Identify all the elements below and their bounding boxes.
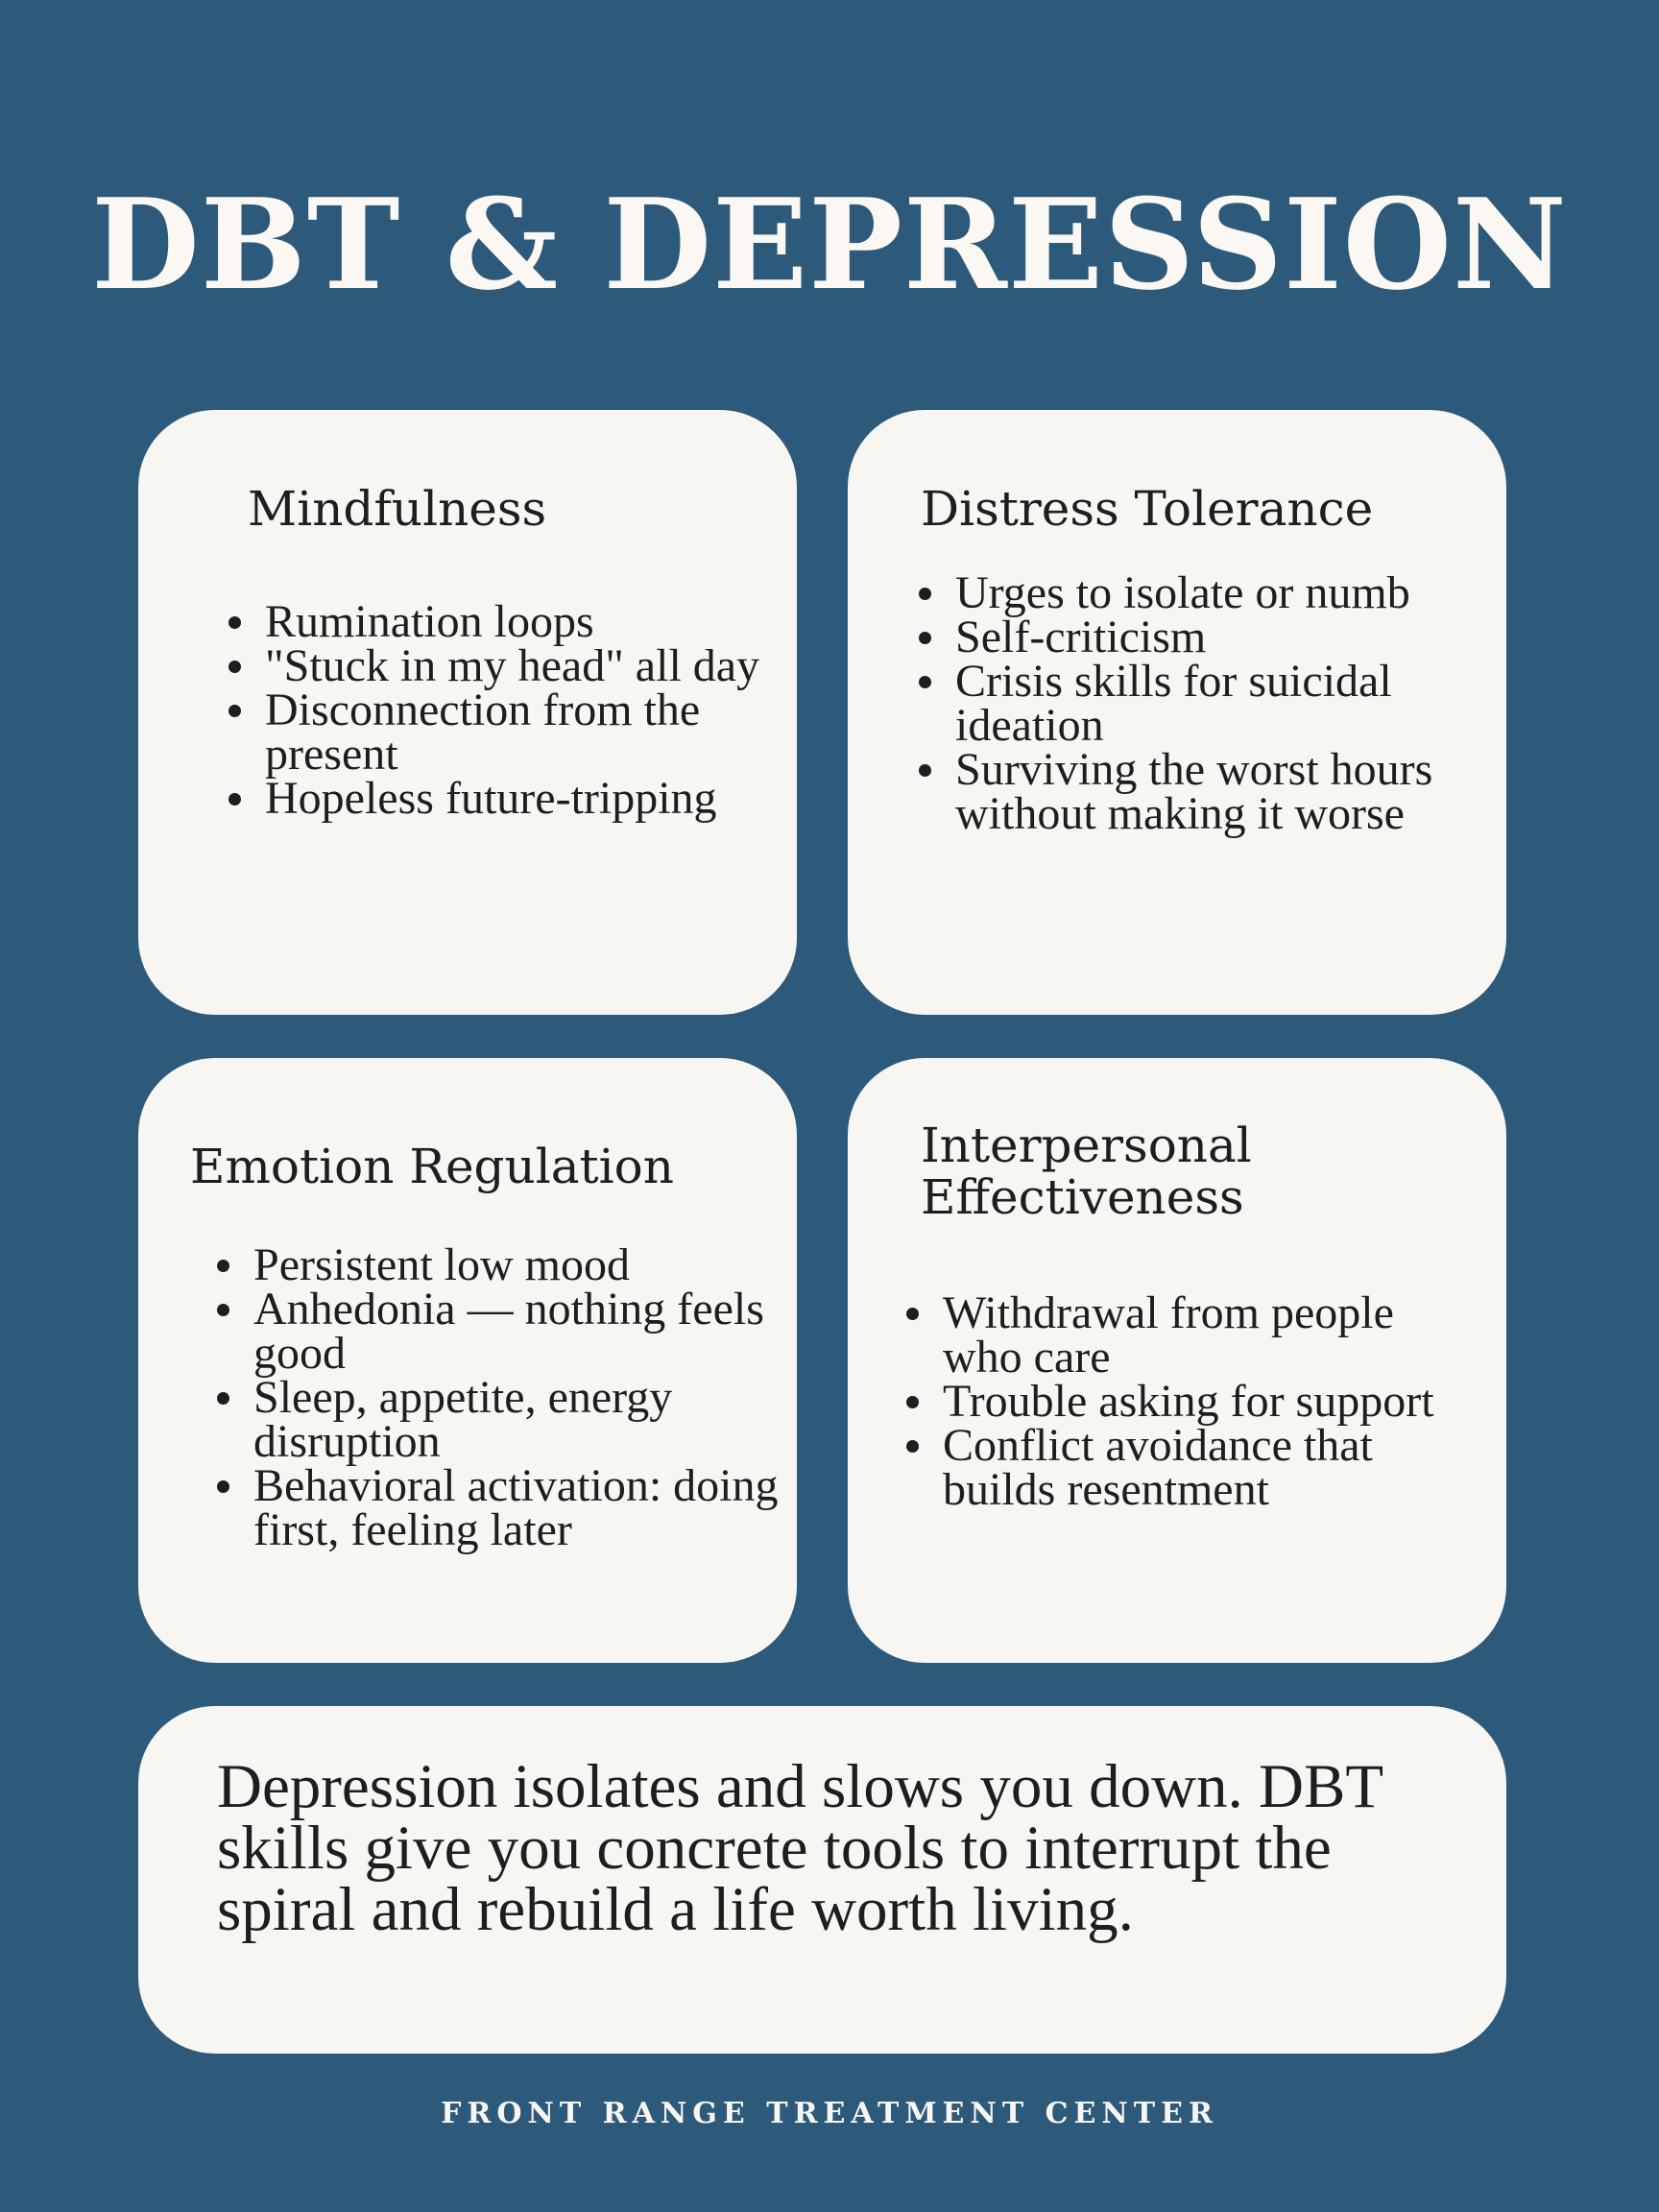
list-item: Rumination loops (227, 600, 764, 644)
list-item: Surviving the worst hours without making it worse (917, 748, 1455, 836)
card-heading: Mindfulness (248, 481, 547, 537)
card-heading: Interpersonal Effectiveness (921, 1118, 1252, 1225)
card-interpersonal-effectiveness (848, 1058, 1506, 1663)
list-item: Trouble asking for support (904, 1380, 1480, 1424)
list-item: Behavioral activation: doing first, feeling later (215, 1464, 791, 1552)
bullet-list (215, 1239, 791, 1555)
bullet-list (904, 1287, 1480, 1515)
card-distress-tolerance (848, 410, 1506, 1015)
list-item: Conflict avoidance that builds resentment (904, 1424, 1480, 1512)
card-heading: Emotion Regulation (190, 1139, 674, 1194)
list-item: Withdrawal from people who care (904, 1291, 1480, 1380)
list-item: "Stuck in my head" all day (227, 644, 764, 688)
list-item: Sleep, appetite, energy disruption (215, 1376, 791, 1464)
card-emotion-regulation (138, 1058, 797, 1663)
summary-text: Depression isolates and slows you down. DBT skills give you concrete tools to interrupt the spiral and rebuild a life worth living. (217, 1752, 1382, 1944)
list-item: Disconnection from the present (227, 688, 764, 777)
footer-organization: FRONT RANGE TREATMENT CENTER (441, 2097, 1218, 2130)
summary-card (138, 1706, 1506, 2054)
list-item: Crisis skills for suicidal ideation (917, 660, 1455, 748)
list-item: Anhedonia — nothing feels good (215, 1287, 791, 1376)
list-item: Hopeless future-tripping (227, 777, 764, 821)
bullet-list (917, 567, 1455, 839)
card-mindfulness (138, 410, 797, 1015)
list-item: Self-criticism (917, 615, 1455, 660)
bullet-list (227, 596, 764, 824)
page-title: DBT & DEPRESSION (91, 171, 1568, 318)
list-item: Urges to isolate or numb (917, 571, 1455, 615)
list-item: Persistent low mood (215, 1243, 791, 1287)
card-heading: Distress Tolerance (921, 481, 1374, 537)
